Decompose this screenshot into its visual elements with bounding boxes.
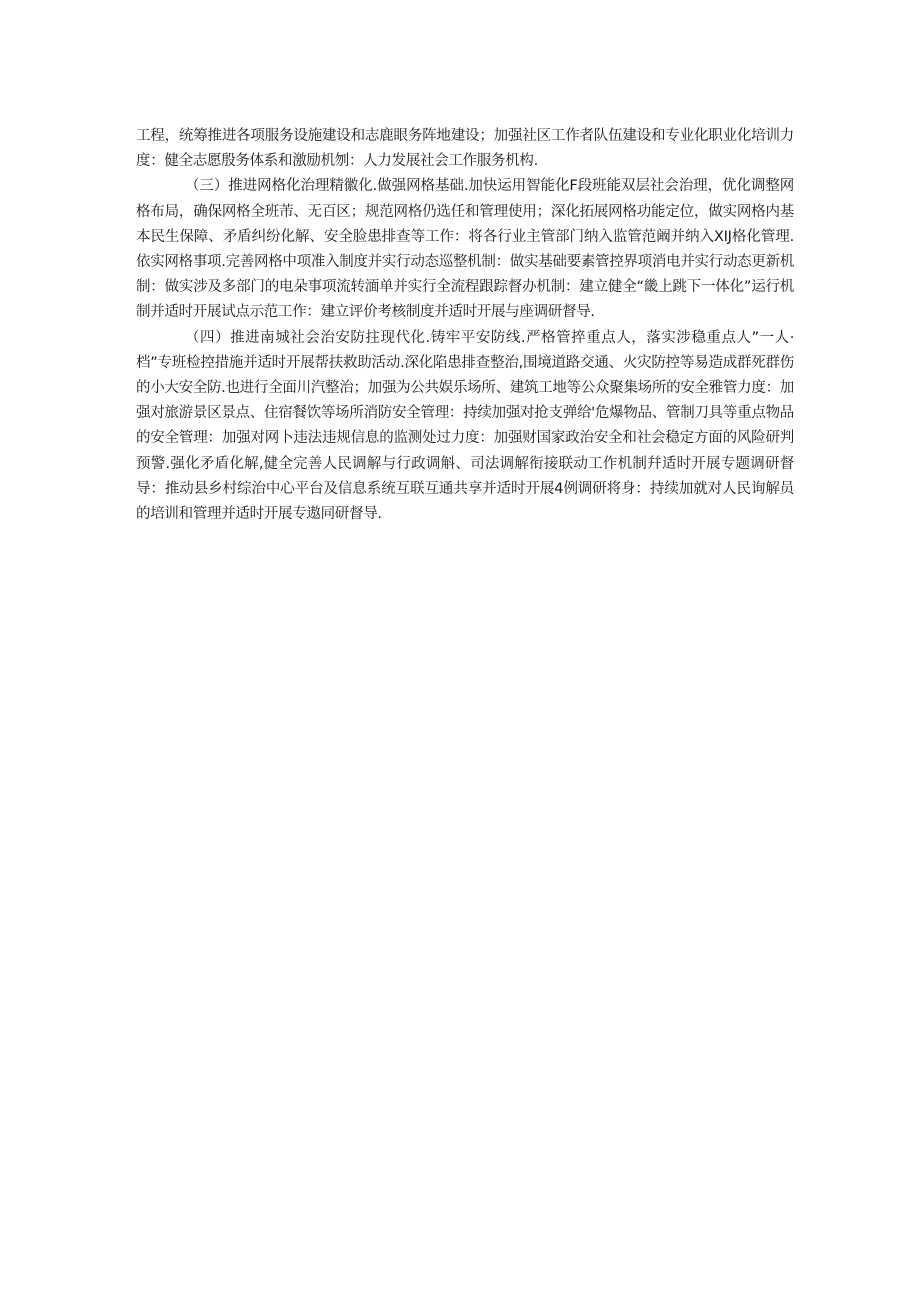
- document-page: [136, 124, 794, 527]
- paragraph-social-work: 工程，统筹推进各项服务设施建设和志鹿眼务阵地建设；加强社区工作者队伍建设和专业化职业化培训力度：健全志愿殷务体系和激励机刎：人力发展社会工作服务机构.: [136, 128, 794, 170]
- paragraph-public-security: （四）推进南城社会治安防拄现代化.铸牢平安防线.严格管捽重点人，落实涉稳重点人”一人·档”专班检控措施并适时开展帮扶救助活动.深化陷患排查整治,围境道路交通、火灾防控等易造成群死群伤的小大安全防.也进行全面川汽整治；加强为公共娱乐场所、建筑工地等公众聚集场所的安全雅管力度：加强对旅游景区景点、住宿餐饮等场所消防安全管理：持续加强对抢支弹给'危爆物品、管制刀具等重点物品的安全管理：加强对网卜违法违规信息的监测处过力度：加强财国家政治安全和社会稳定方面的风险研判预警.强化矛盾化解,健全完善人民调解与行政调斛、司法调解衔接联动工作机制幷适时开展专题调研督导：推动县乡村综治中心平台及信息系统互联互通共享并适时开展4例调研将身：持续加就对人民询解员的培训和管理并适时开展专遨同研督导.: [136, 329, 794, 523]
- paragraph-grid-governance: （三）推进网格化治理精徽化.做强网格基础.加快运用智能化F段班能双层社会治理，优化调整网格布局，确保网格全班芾、无百区；规范网格仍选任和管理使用；深化拓展网格功能定位，做实网格内基本民生保障、矛盾纠纷化解、安全脸患排查等工作：将各行业主管部门纳入监管范阚并纳入XIJ格化管理.依实网格事项.完善网格中项准入制度并实行动态巡整机制：做实基础要素管控界项消电并实行动态更新机制：做实涉及多部门的电朵事项流转湎单并实行全流程跟踪督办机制：建立健全“畿上跳下一体化”运行机制并适时开展试点示范工作：建立评价考核制度并适时开展与座调研督导.: [136, 178, 794, 321]
